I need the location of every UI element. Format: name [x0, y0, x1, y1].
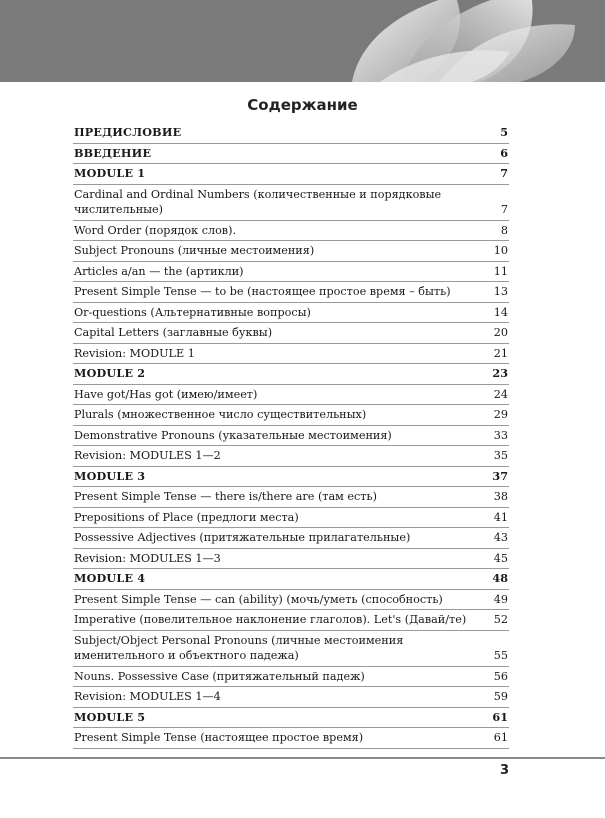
table-of-contents	[73, 123, 509, 749]
toc-entry-title: Cardinal and Ordinal Numbers (количественные и порядковые числительные)	[74, 187, 442, 216]
toc-entry-page: 8	[500, 223, 508, 237]
toc-entry-title: Present Simple Tense (настоящее простое время)	[74, 731, 364, 744]
toc-entry-title: ПРЕДИСЛОВИЕ	[74, 125, 182, 139]
toc-entry-page: 7	[500, 166, 508, 180]
toc-entry-title: Demonstrative Pronouns (указательные местоимения)	[74, 428, 392, 442]
toc-entry-title: Capital Letters (заглавные буквы)	[74, 326, 273, 339]
toc-section-row	[73, 123, 509, 144]
toc-entry-title: Revision: MODULES 1—3	[74, 551, 221, 565]
toc-entry-page: 6	[500, 145, 508, 160]
toc-entry-page: 43	[493, 531, 508, 544]
toc-entry-page: 56	[493, 669, 508, 683]
toc-entry-title: Revision: MODULES 1—2	[74, 449, 221, 462]
toc-entry-row	[73, 528, 509, 549]
toc-entry-row	[73, 687, 509, 708]
toc-entry-title: Imperative (повелительное наклонение глаголов). Let's (Давай/те)	[74, 613, 467, 626]
toc-entry-row	[73, 487, 509, 508]
toc-entry-page: 7	[500, 203, 508, 216]
toc-entry-row	[73, 426, 509, 447]
toc-entry-row	[73, 323, 509, 344]
toc-entry-row	[73, 241, 509, 262]
toc-entry-title: ВВЕДЕНИЕ	[74, 145, 152, 160]
toc-entry-title: Revision: MODULE 1	[74, 346, 195, 360]
toc-entry-title: MODULE 3	[74, 468, 146, 483]
toc-entry-title: Articles a/an — the (артикли)	[74, 264, 244, 278]
toc-entry-title: Present Simple Tense — to be (настоящее простое время – быть)	[74, 285, 451, 298]
toc-entry-page: 13	[493, 285, 508, 298]
header-band	[0, 0, 605, 82]
toc-entry-title: Plurals (множественное число существительных)	[74, 408, 367, 421]
toc-entry-page: 61	[493, 731, 508, 744]
toc-entry-page: 45	[493, 551, 508, 565]
toc-entry-title: MODULE 2	[74, 366, 146, 380]
decorative-petals	[0, 0, 605, 82]
toc-entry-row	[73, 405, 509, 426]
toc-entry-page: 52	[493, 613, 508, 626]
toc-entry-row	[73, 262, 509, 283]
toc-entry-page: 29	[493, 408, 508, 421]
toc-section-row	[73, 164, 509, 185]
footer-divider	[0, 757, 605, 759]
toc-section-row	[73, 144, 509, 165]
toc-entry-page: 20	[493, 326, 508, 339]
toc-entry-page: 23	[492, 366, 508, 380]
toc-entry-title: Present Simple Tense — there is/there are (там есть)	[74, 490, 377, 503]
toc-entry-page: 11	[493, 264, 508, 278]
toc-entry-page: 38	[493, 490, 508, 503]
toc-entry-title: Present Simple Tense — can (ability) (мочь/уметь (способность)	[74, 592, 443, 606]
toc-entry-row	[73, 549, 509, 570]
toc-entry-page: 21	[493, 346, 508, 360]
toc-entry-row	[73, 344, 509, 365]
toc-entry-page: 55	[493, 649, 508, 662]
toc-entry-row	[73, 667, 509, 688]
toc-entry-page: 59	[493, 690, 508, 703]
toc-section-row	[73, 467, 509, 488]
toc-entry-row	[73, 303, 509, 324]
toc-section-row	[73, 708, 509, 729]
toc-entry-title: Possessive Adjectives (притяжательные прилагательные)	[74, 531, 411, 544]
toc-entry-row	[73, 185, 509, 221]
toc-entry-row	[73, 590, 509, 611]
page-title: Содержание	[247, 96, 358, 114]
toc-entry-page: 37	[492, 468, 508, 483]
toc-entry-row	[73, 446, 509, 467]
toc-entry-row	[73, 221, 509, 242]
toc-entry-title: Subject/Object Personal Pronouns (личные местоимения именительного и объектного падежа)	[74, 633, 404, 662]
toc-entry-page: 41	[493, 510, 508, 524]
toc-entry-page: 61	[492, 709, 508, 724]
toc-entry-page: 48	[492, 571, 508, 585]
toc-entry-page: 14	[493, 305, 508, 319]
toc-entry-row	[73, 610, 509, 631]
toc-entry-row	[73, 631, 509, 667]
toc-section-row	[73, 364, 509, 385]
toc-entry-title: Or-questions (Альтернативные вопросы)	[74, 305, 311, 319]
toc-entry-page: 5	[500, 125, 508, 139]
toc-entry-title: Revision: MODULES 1—4	[74, 690, 221, 703]
page-number: 3	[499, 763, 509, 778]
toc-entry-title: Word Order (порядок слов).	[74, 223, 237, 237]
toc-entry-title: MODULE 4	[74, 571, 146, 585]
toc-entry-row	[73, 508, 509, 529]
toc-entry-page: 24	[493, 387, 508, 401]
toc-entry-title: Prepositions of Place (предлоги места)	[74, 510, 299, 524]
toc-entry-row	[73, 282, 509, 303]
toc-entry-page: 35	[493, 449, 508, 462]
toc-entry-title: Subject Pronouns (личные местоимения)	[74, 244, 315, 257]
toc-entry-page: 49	[493, 592, 508, 606]
toc-section-row	[73, 569, 509, 590]
toc-entry-page: 33	[493, 428, 508, 442]
toc-entry-row	[73, 385, 509, 406]
toc-entry-title: Nouns. Possessive Case (притяжательный падеж)	[74, 669, 365, 683]
toc-entry-title: Have got/Has got (имею/имеет)	[74, 387, 258, 401]
toc-entry-title: MODULE 1	[74, 166, 146, 180]
toc-entry-row	[73, 728, 509, 749]
toc-entry-page: 10	[493, 244, 508, 257]
toc-entry-title: MODULE 5	[74, 709, 146, 724]
